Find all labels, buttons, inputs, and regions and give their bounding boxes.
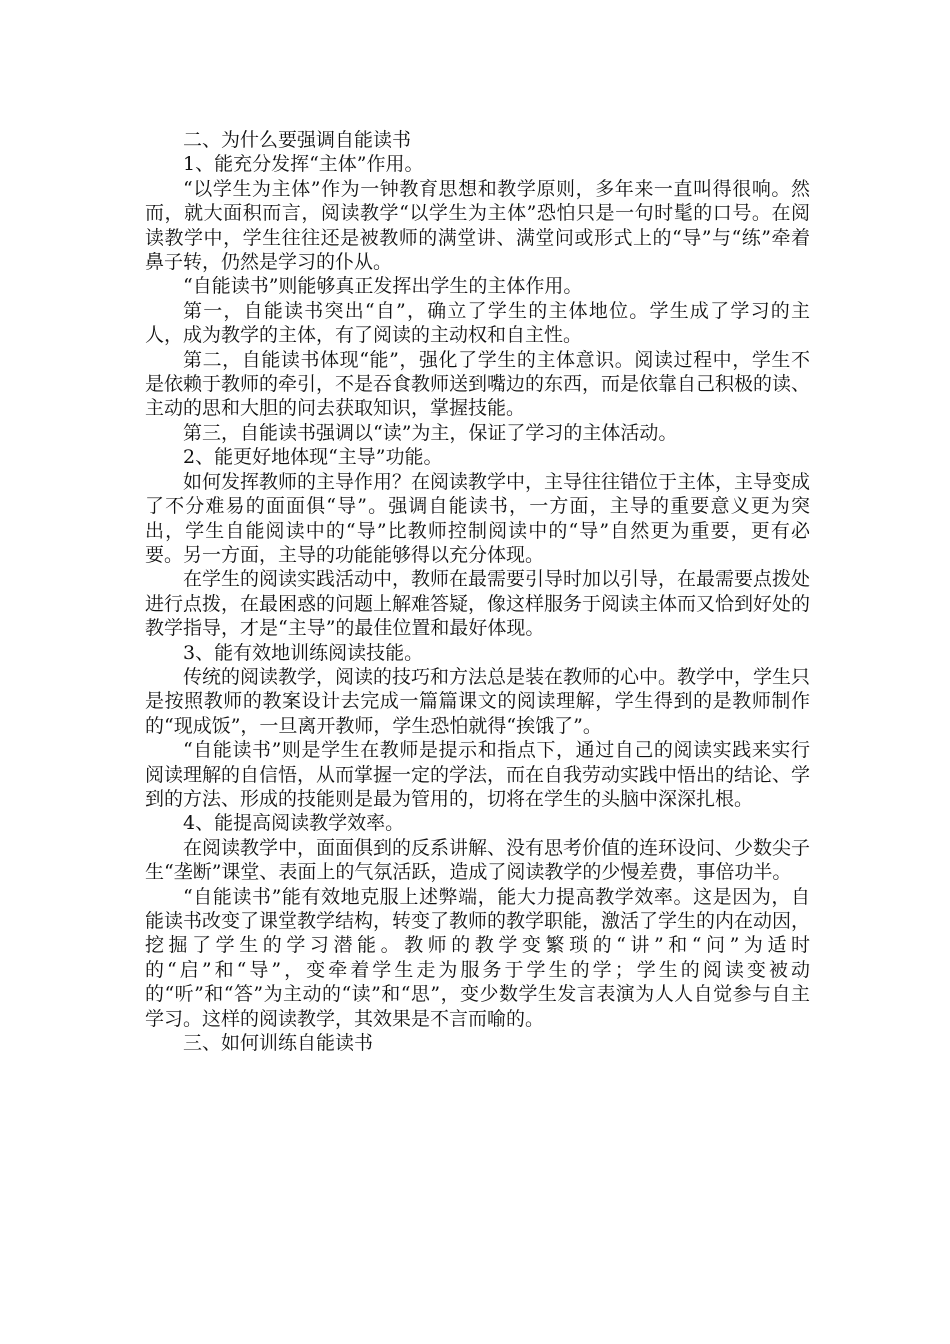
subheading-efficiency: 4、能提高阅读教学效率。 — [183, 812, 405, 835]
section-heading-how: 三、如何训练自能读书 — [183, 1032, 374, 1055]
subheading-subject-role: 1、能充分发挥“主体”作用。 — [183, 153, 424, 176]
paragraph: “自能读书”则是学生在教师是提示和指点下，通过自己的阅读实践来实行阅读理解的自信悟，从而掌握一定的学法，而在自我劳动实践中悟出的结论、学到的方法、形成的技能则是最为管用的，切将在学生的头脑中深深扎根。 — [145, 739, 811, 810]
paragraph: 第二，自能读书体现“能”，强化了学生的主体意识。阅读过程中，学生不是依赖于教师的牵引，不是吞食教师送到嘴边的东西，而是依靠自己积极的读、主动的思和大胆的问去获取知识，掌握技能。 — [145, 348, 811, 420]
paragraph: 在阅读教学中，面面俱到的反系讲解、没有思考价值的连环设问、少数尖子生“垄断”课堂、表面上的气氛活跃，造成了阅读教学的少慢差费，事倍功半。 — [145, 836, 811, 884]
paragraph: “以学生为主体”作为一钟教育思想和教学原则，多年来一直叫得很响。然而，就大面积而言，阅读教学“以学生为主体”恐怕只是一句时髦的口号。在阅读教学中，学生往往还是被教师的满堂讲、满堂问或形式上的“导”与“练”牵着鼻子转，仍然是学习的仆从。 — [145, 177, 810, 274]
document-page — [145, 128, 810, 1055]
paragraph: 如何发挥教师的主导作用？在阅读教学中，主导往往错位于主体，主导变成了不分难易的面面俱“导”。强调自能读书，一方面，主导的重要意义更为突出，学生自能阅读中的“导”比教师控制阅读中的“导”自然更为重要，更有必要。另一方面，主导的功能能够得以充分体现。 — [145, 470, 811, 566]
paragraph: “自能读书”则能够真正发挥出学生的主体作用。 — [183, 275, 583, 298]
paragraph: 第一，自能读书突出“自”，确立了学生的主体地位。学生成了学习的主人，成为教学的主体，有了阅读的主动权和自主性。 — [145, 299, 810, 347]
paragraph: “自能读书”能有效地克服上述弊端，能大力提高教学效率。这是因为，自能读书改变了课堂教学结构，转变了教师的教学职能，激活了学生的内在动因，挖掘了学生的学习潜能。教师的教学变繁琐的“讲”和“问”为适时的“启”和“导”，变牵着学生走为服务于学生的学；学生的阅读变被动的“听”和“答”为主动的“读”和“思”，变少数学生发言表演为人人自觉参与自主学习。这样的阅读教学，其效果是不言而喻的。 — [145, 885, 811, 1030]
paragraph: 第三，自能读书强调以“读”为主，保证了学习的主体活动。 — [183, 421, 678, 444]
paragraph: 在学生的阅读实践活动中，教师在最需要引导时加以引导，在最需要点拨处进行点拨，在最困惑的问题上解难答疑，像这样服务于阅读主体而又恰到好处的教学指导，才是“主导”的最佳位置和最好体现。 — [145, 568, 811, 640]
subheading-reading-skills: 3、能有效地训练阅读技能。 — [183, 641, 424, 664]
section-heading-why: 二、为什么要强调自能读书 — [183, 129, 412, 151]
paragraph: 传统的阅读教学，阅读的技巧和方法总是装在教师的心中。教学中，学生只是按照教师的教案设计去完成一篇篇课文的阅读理解，学生得到的是教师制作的“现成饭”，一旦离开教师，学生恐怕就得“挨饿了”。 — [145, 665, 811, 737]
subheading-guide-function: 2、能更好地体现“主导”功能。 — [183, 446, 443, 469]
